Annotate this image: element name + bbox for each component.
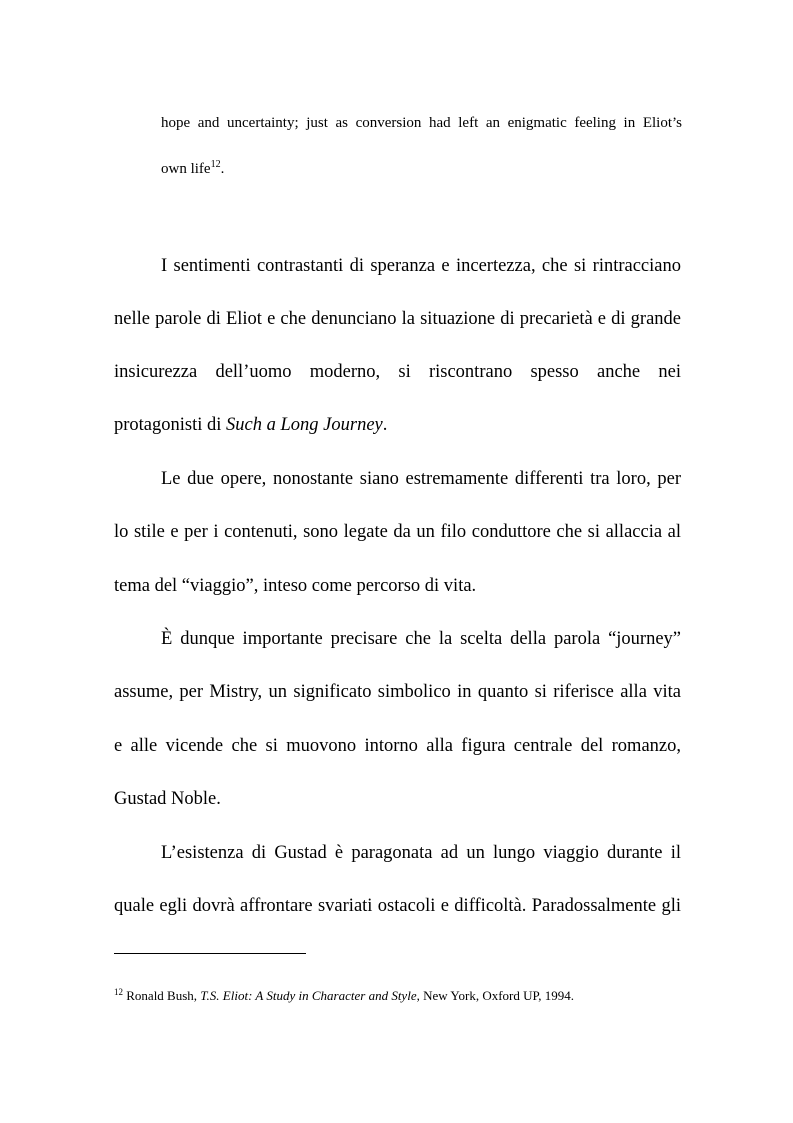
quote-line-1: hope and uncertainty; just as conversion had left an enigmatic feeling in Eliot’s: [161, 115, 682, 131]
footnote-separator: [114, 953, 306, 954]
paragraph-4-line-1: L’esistenza di Gustad è paragonata ad un lungo viaggio durante il: [161, 843, 681, 863]
paragraph-1-line-1: I sentimenti contrastanti di speranza e incertezza, che si rintracciano: [161, 256, 681, 276]
paragraph-4-line-2: quale egli dovrà affrontare svariati ostacoli e difficoltà. Paradossalmente gli: [114, 896, 681, 916]
paragraph-1-line-4: protagonisti di Such a Long Journey.: [114, 415, 388, 435]
paragraph-3-line-3: e alle vicende che si muovono intorno alla figura centrale del romanzo,: [114, 736, 681, 756]
paragraph-1-line-2: nelle parole di Eliot e che denunciano la situazione di precarietà e di grande: [114, 309, 681, 329]
footnote-reference[interactable]: 12: [210, 159, 221, 170]
paragraph-3-line-2: assume, per Mistry, un significato simbolico in quanto si riferisce alla vita: [114, 682, 681, 702]
paragraph-1-line-3: insicurezza dell’uomo moderno, si riscontrano spesso anche nei: [114, 362, 681, 382]
paragraph-3-line-1: È dunque importante precisare che la scelta della parola “journey”: [161, 629, 681, 649]
book-title: Such a Long Journey: [226, 415, 383, 435]
quote-line-2: own life$^{12}$.: [161, 159, 225, 177]
paragraph-2-line-1: Le due opere, nonostante siano estremamente differenti tra loro, per: [161, 469, 681, 489]
footnote-12: $^{12}$ Ronald Bush, T.S. Eliot: A Study in Character and Style, New York, Oxford UP, 1994.: [114, 987, 575, 1003]
footnote-number: 12: [114, 987, 123, 997]
paragraph-2-line-3: tema del “viaggio”, inteso come percorso di vita.: [114, 576, 477, 596]
paragraph-2-line-2: lo stile e per i contenuti, sono legate da un filo conduttore che si allaccia al: [114, 522, 681, 542]
paragraph-3-line-4: Gustad Noble.: [114, 789, 221, 809]
footnote-book-title: T.S. Eliot: A Study in Character and Style: [200, 988, 417, 1003]
